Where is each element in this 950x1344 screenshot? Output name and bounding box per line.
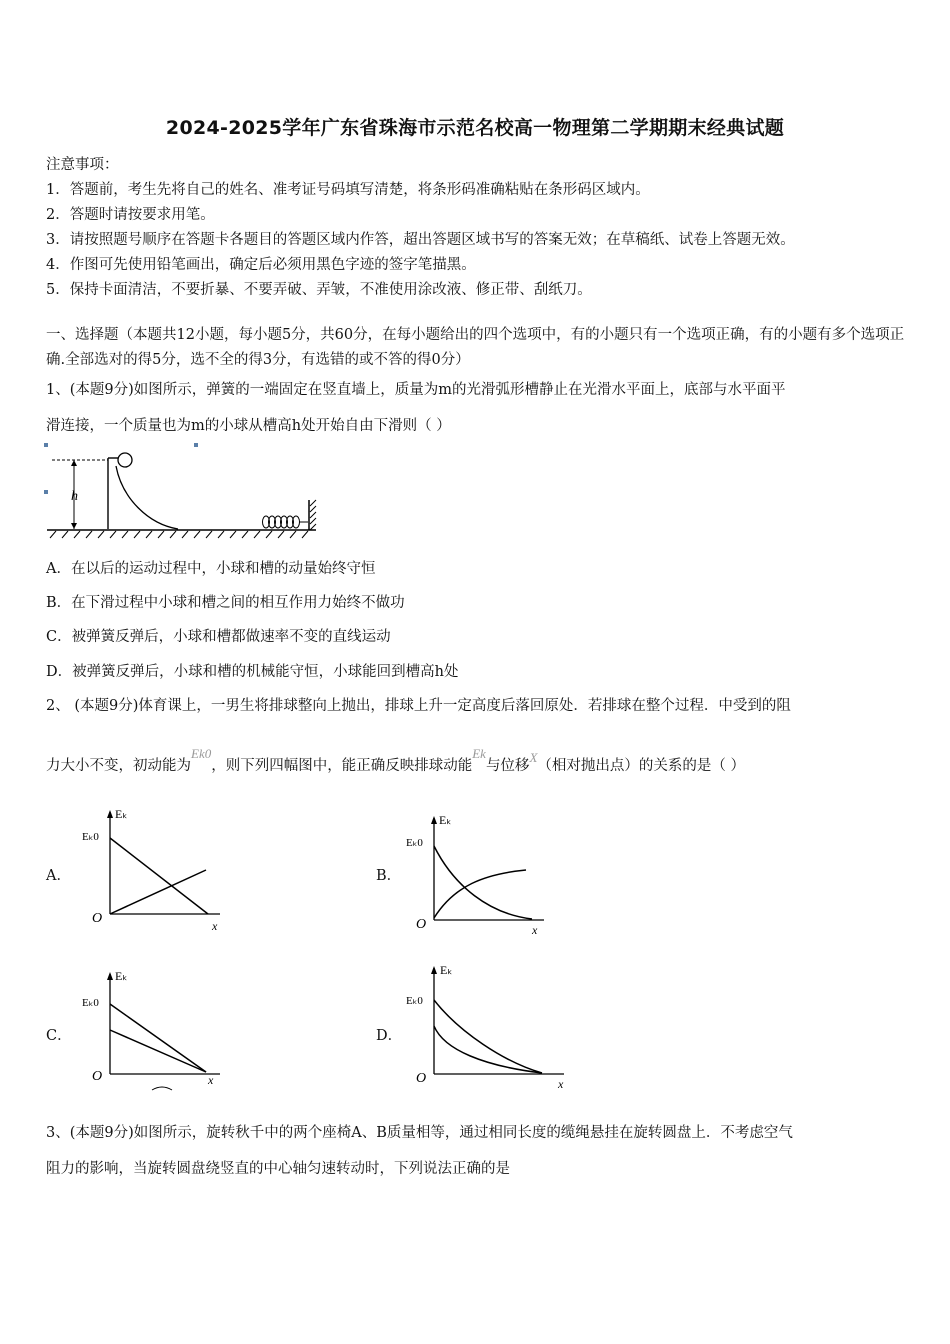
q2-option-a[interactable]: A． [46,868,71,884]
axis-x-label: x [558,1077,564,1091]
axis-x-label: x [532,923,538,937]
section-intro: 一、选择题（本题共12小题，每小题5分，共60分，在每小题给出的四个选项中，有的小题只有一个选项正确，有的小题有多个选项正确.全部选对的得5分，选不全的得3分，有选错的或不答的得0分） [46,327,905,368]
ek0-label: Eₖ0 [82,831,99,843]
graph-a [80,800,230,935]
axis-y-label: Eₖ [115,969,128,983]
curve-up [110,870,206,914]
ek0-label: Eₖ0 [406,995,423,1007]
curve-up [434,870,526,918]
q1-option-c: C．被弹簧反弹后，小球和槽都做速率不变的直线运动 [46,629,391,645]
q2-option-b[interactable]: B． [376,868,402,884]
graph-d [404,962,574,1097]
q1-option-b: B．在下滑过程中小球和槽之间的相互作用力始终不做功 [46,595,405,611]
curve-lower [434,1026,542,1073]
q2-text: 力大小不变，初动能为 [46,758,191,774]
origin-label: O [416,917,427,932]
q1-option-a: A．在以后的运动过程中，小球和槽的动量始终守恒 [46,561,376,577]
origin-label: O [92,911,103,926]
q2-text: 与位移 [485,758,530,774]
graph-b [404,806,554,941]
page-title: 2024-2025学年广东省珠海市示范名校高一物理第二学期期末经典试题 [165,117,785,139]
q2-option-c[interactable]: C． [46,1028,72,1044]
origin-label: O [416,1071,427,1086]
axis-x-label: x [208,1073,214,1087]
q1-figure [44,440,324,544]
q2-text: ，则下列四幅图中，能正确反映排球动能 [211,758,473,774]
notice-item: 5．保持卡面清洁，不要折暴、不要弄破、弄皱，不准使用涂改液、修正带、刮纸刀。 [46,282,592,298]
ek0-label: Eₖ0 [82,997,99,1009]
q1-stem-line1: 1、(本题9分)如图所示，弹簧的一端固定在竖直墙上，质量为m的光滑弧形槽静止在光滑水平面上，底部与水平面平 [46,382,786,398]
ek0-label: Eₖ0 [406,837,423,849]
q1-stem-line2: 滑连接，一个质量也为m的小球从槽高h处开始自由下滑则（ ） [46,418,451,434]
q2-text: （相对抛出点）的关系的是（ ） [537,758,745,774]
height-label: h [71,489,78,504]
notice-item: 1．答题前，考生先将自己的姓名、准考证号码填写清楚，将条形码准确粘贴在条形码区域内。 [46,182,650,198]
ek-symbol: Ek [472,746,486,761]
notice-item: 3．请按照题号顺序在答题卡各题目的答题区域内作答，超出答题区域书写的答案无效；在草稿纸、试卷上答题无效。 [46,232,795,248]
notice-item: 4．作图可先使用铅笔画出，确定后必须用黑色字迹的签字笔描黑。 [46,257,476,273]
curve-up-phase [110,1004,206,1072]
axis-x-label: x [212,919,218,933]
curve-down-phase [110,1030,206,1072]
axis-y-label: Eₖ [440,963,453,977]
q2-stem-line1: 2、 (本题9分)体育课上，一男生将排球整向上抛出，排球上升一定高度后落回原处．若排球在整个过程．中受到的阻 [46,698,791,714]
q3-stem-line2: 阻力的影响，当旋转圆盘绕竖直的中心轴匀速转动时，下列说法正确的是 [46,1161,510,1177]
curve-down [434,846,532,919]
origin-label: O [92,1069,103,1084]
axis-y-label: Eₖ [115,807,128,821]
notice-heading: 注意事项： [46,157,119,173]
q1-option-d: D．被弹簧反弹后，小球和槽的机械能守恒，小球能回到槽高h处 [46,664,459,680]
q2-option-d[interactable]: D． [376,1028,403,1044]
x-symbol: X [529,750,538,765]
notice-item: 2．答题时请按要求用笔。 [46,207,215,223]
ek0-symbol: Ek0 [191,746,212,761]
axis-y-label: Eₖ [439,813,452,827]
spring [263,516,309,528]
graph-c [80,962,230,1097]
q2-stem-line2 [46,746,745,775]
q3-stem-line1: 3、(本题9分)如图所示，旋转秋千中的两个座椅A、B质量相等，通过相同长度的缆绳悬挂在旋转圆盘上．不考虑空气 [46,1125,793,1141]
